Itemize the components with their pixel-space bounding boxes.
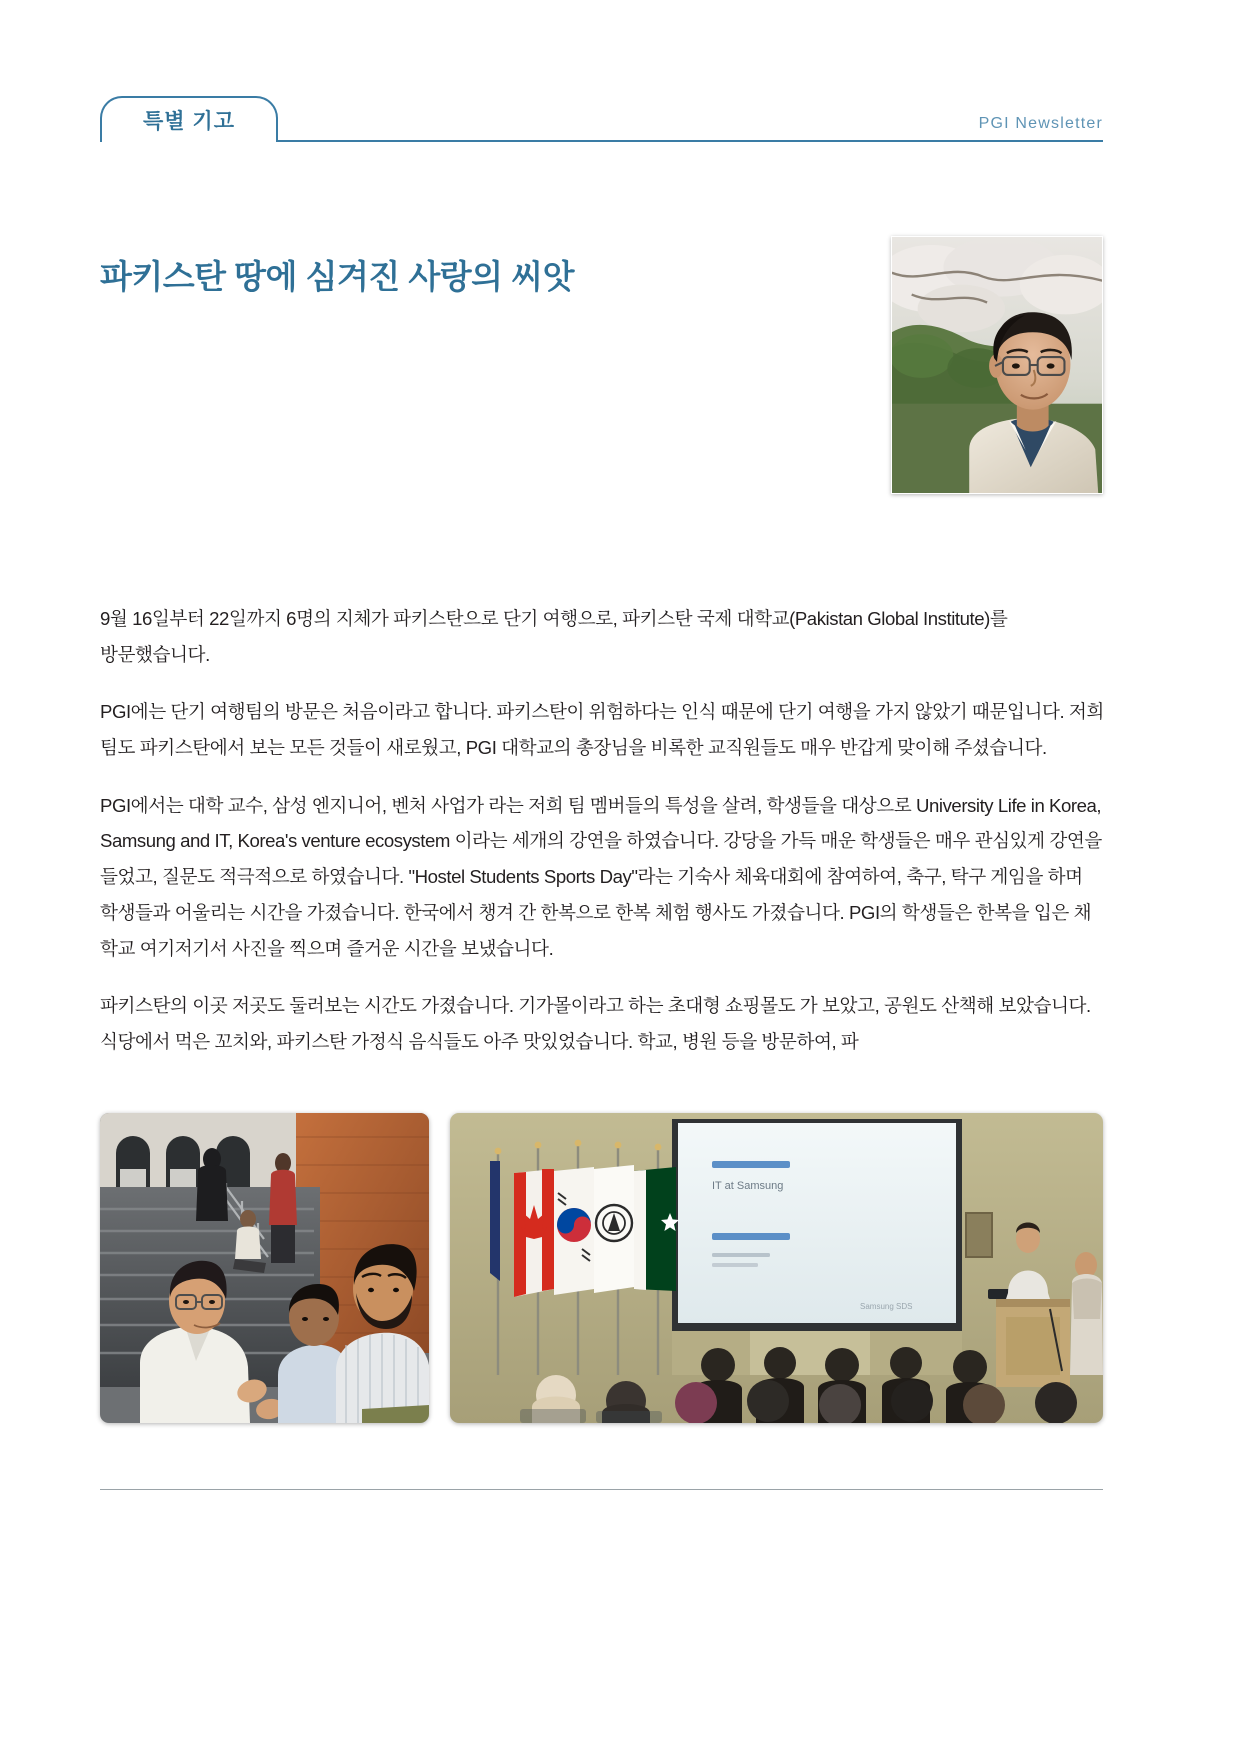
photo-lecture-hall xyxy=(450,1113,1103,1423)
body-paragraph: 9월 16일부터 22일까지 6명의 지체가 파키스탄으로 단기 여행으로, 파키스탄 국제 대학교(Pakistan Global Institute)를 방문했습니다. xyxy=(100,608,1008,665)
footer-divider-rule xyxy=(100,1489,1103,1490)
section-tab xyxy=(100,96,278,142)
lecture-hall-illustration xyxy=(450,1113,1103,1423)
screen-title-text: IT at Samsung xyxy=(712,1180,784,1192)
screen-footer-text: Samsung SDS xyxy=(860,1302,913,1311)
body-paragraph: PGI에서는 대학 교수, 삼성 엔지니어, 벤처 사업가 라는 저희 팀 멤버들의 특성을 살려, 학생들을 대상으로 University Life in Korea, Samsung and IT, Korea's venture ecosystem 이라는 세개의 강연을 하였습니다. 강당을 가득 매운 학생들은 매우 관심있게 강연을 들었고, 질문도 적극적으로 하였습니다. "Hostel Students Sports Day"라는 기숙사 체육대회에 참여하여, 축구, 탁구 게임을 하며 학생들과 어울리는 시간을 가졌습니다. 한국에서 챙겨 간 한복으로 한복 체험 행사도 가졌습니다. PGI의 학생들은 한복을 입은 채 학교 여기저기서 사진을 찍으며 즐거운 시간을 보냈습니다. xyxy=(100,794,1102,959)
newsletter-masthead-label: PGI Newsletter xyxy=(978,115,1103,132)
campus-conversation-illustration xyxy=(100,1113,429,1423)
body-paragraph: 파키스탄의 이곳 저곳도 둘러보는 시간도 가졌습니다. 기가몰이라고 하는 초대형 쇼핑몰도 가 보았고, 공원도 산책해 보았습니다. 식당에서 먹은 꼬치와, 파키스탄 가정식 음식들도 아주 맛있었습니다. 학교, 병원 등을 방문하여, 파 xyxy=(100,995,1091,1052)
article-body xyxy=(100,601,1104,1060)
article-title: 파키스탄 땅에 심겨진 사랑의 씨앗 xyxy=(100,258,574,296)
author-portrait-illustration xyxy=(892,237,1102,493)
section-tab-label: 특별 기고 xyxy=(143,109,235,133)
photo-campus-conversation xyxy=(100,1113,429,1423)
page-header xyxy=(100,96,1103,142)
body-paragraph: PGI에는 단기 여행팀의 방문은 처음이라고 합니다. 파키스탄이 위험하다는 인식 때문에 단기 여행을 가지 않았기 때문입니다. 저희 팀도 파키스탄에서 보는 모든 것들이 새로웠고, PGI 대학교의 총장님을 비록한 교직원들도 매우 반갑게 맞이해 주셨습니다. xyxy=(100,701,1104,759)
article-photo-row xyxy=(100,1113,1103,1423)
author-portrait-photo xyxy=(891,236,1103,494)
